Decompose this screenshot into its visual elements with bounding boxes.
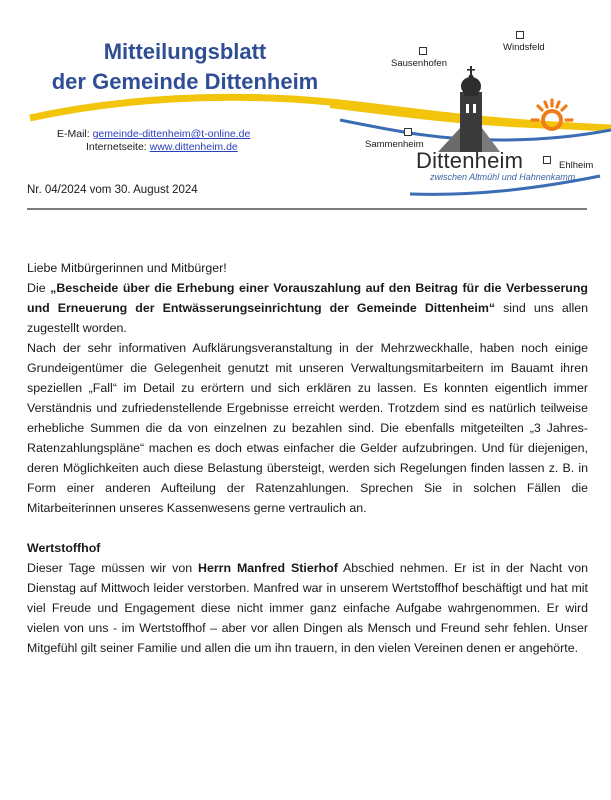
village-label-windsfeld: Windsfeld — [503, 42, 545, 53]
email-link[interactable]: gemeinde-dittenheim@t-online.de — [92, 128, 251, 140]
village-marker-icon — [516, 31, 524, 39]
section-heading-wertstoffhof: Wertstoffhof — [27, 541, 101, 555]
village-marker-icon — [404, 128, 412, 136]
header-divider — [27, 208, 587, 210]
paragraph-obituary: Dieser Tage müssen wir von Herrn Manfred Stierhof Abschied nehmen. Er ist in der Nacht von Dienstag auf Mittwoch leider verstorben. Manfred war in unserem Wertstoffhof beschäftigt und hat mit viel Freude und Engagement diese nicht immer ganz einfache Aufgabe wahrgenommen. Er wird vielen von uns - im Wertstoffhof – aber vor allen Dingen als Mensch und Freund sehr fehlen. Unser Mitgefühl gilt seiner Familie und allen die um ihn trauern, in den vielen Vereinen denen er angehörte. — [27, 561, 589, 655]
village-marker-icon — [419, 47, 427, 55]
newsletter-body — [27, 258, 588, 658]
website-line — [86, 140, 238, 154]
email-line — [57, 127, 250, 141]
person-name: Herrn Manfred Stierhof — [198, 561, 338, 575]
paragraph-sewage-notice: Die „Bescheide über die Erhebung einer Vorauszahlung auf den Beitrag für die Verbesserung und Erneuerung der Entwässerungseinrichtung der Gemeinde Dittenheim“ sind uns allen zugestellt worden. — [27, 281, 588, 335]
email-label: E-Mail: — [57, 128, 93, 140]
website-link[interactable]: www.dittenheim.de — [149, 141, 238, 153]
municipality-tagline: zwischen Altmühl und Hahnenkamm — [430, 172, 576, 182]
newsletter-subtitle: der Gemeinde Dittenheim — [51, 69, 319, 94]
letterhead — [0, 0, 611, 200]
paragraph-information-event: Nach der sehr informativen Aufklärungsveranstaltung in der Mehrzweckhalle, haben noch einige Grundeigentümer die Gelegenheit genutzt mit unseren Verwaltungsmitarbeitern im Bauamt ihren speziellen „Fall“ im Detail zu erörtern und sich erklären zu lassen. Es konnten eigentlich immer Verständnis und zufriedenstellende Ergebnisse erreicht werden. Trotzdem sind es natürlich teilweise erhebliche Summen die da von einzelnen zu bezahlen sind. Die ebenfalls mitgeteilten „3 Jahres-Ratenzahlungspläne“ machen es doch etwas einfacher die Gelder aufzubringen. Und für diejenigen, deren Möglichkeiten auch diese Belastung übersteigt, werden sich Regelungen finden lassen z. B. in Form einer anderen Aufteilung der Ratenzahlungen. Sprechen Sie in solchen Fällen die Mitarbeiterinnen unseres Kassenwesens gerne vertraulich an. — [27, 341, 588, 515]
notice-title: „Bescheide über die Erhebung einer Vorauszahlung auf den Beitrag für die Verbesserung und Erneuerung der Entwässerungseinrichtung der Gemeinde Dittenheim“ — [27, 281, 588, 315]
village-label-sausenhofen: Sausenhofen — [391, 58, 447, 69]
website-label: Internetseite: — [86, 141, 150, 153]
village-label-sammenheim: Sammenheim — [365, 139, 424, 150]
municipality-logo-text: Dittenheim — [416, 148, 524, 173]
newsletter-title: Mitteilungsblatt — [103, 39, 267, 64]
village-marker-icon — [543, 156, 551, 164]
village-label-ehlheim: Ehlheim — [559, 160, 594, 171]
salutation: Liebe Mitbürgerinnen und Mitbürger! — [27, 261, 227, 275]
issue-number: Nr. 04/2024 vom 30. August 2024 — [27, 184, 198, 196]
